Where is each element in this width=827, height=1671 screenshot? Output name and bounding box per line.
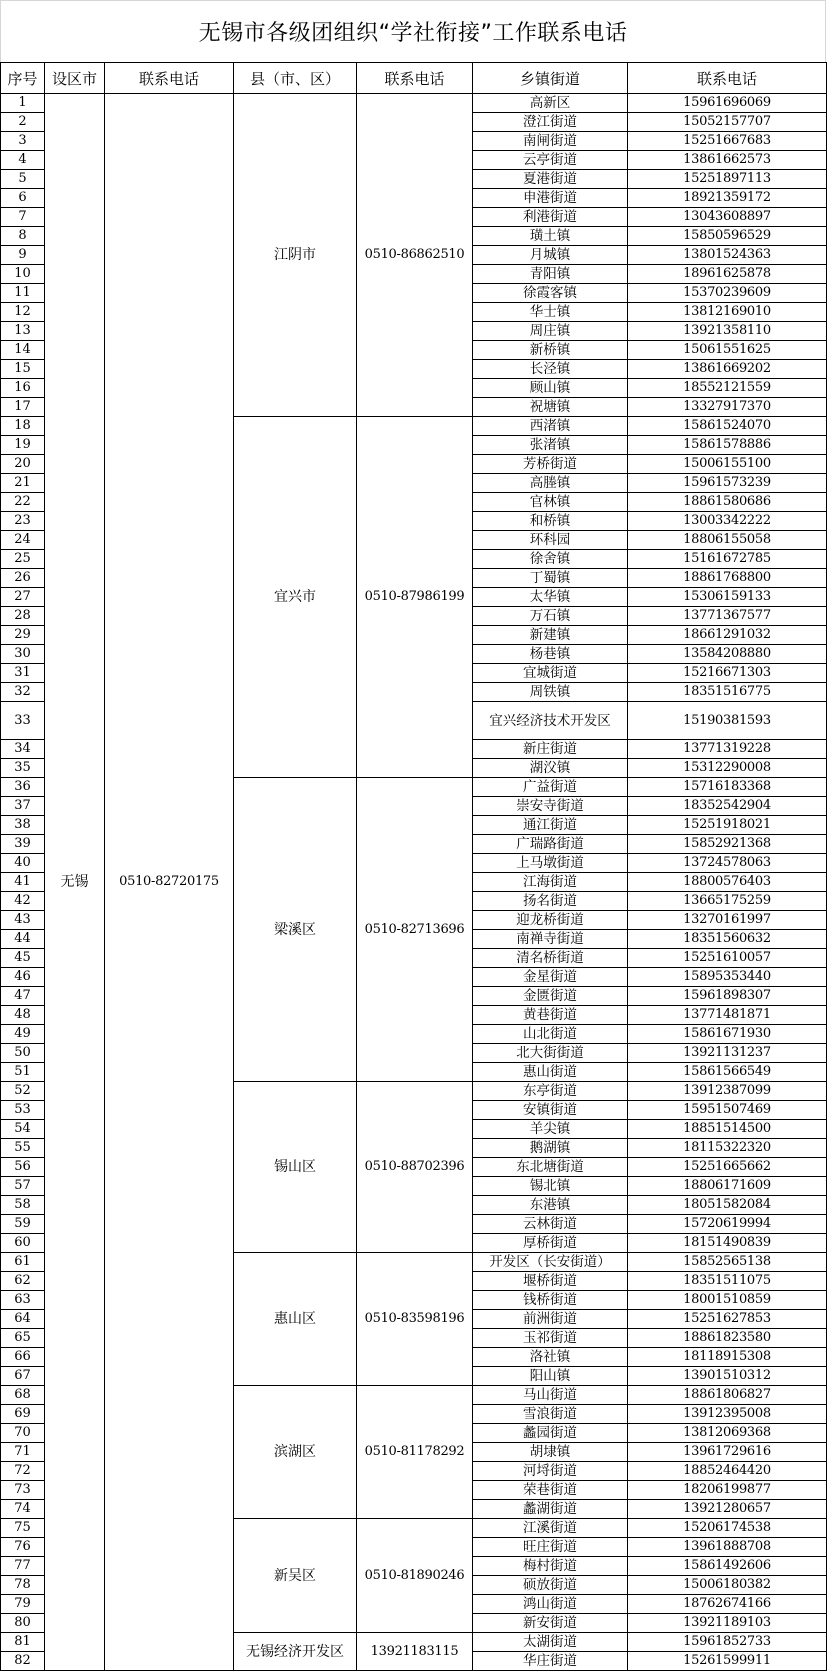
town-phone: 15251918021 (628, 816, 827, 835)
row-number: 17 (1, 398, 45, 417)
row-number: 22 (1, 493, 45, 512)
town-name: 太华镇 (473, 588, 628, 607)
town-name: 东亭街道 (473, 1082, 628, 1101)
town-name: 硕放街道 (473, 1576, 628, 1595)
row-number: 39 (1, 835, 45, 854)
row-number: 52 (1, 1082, 45, 1101)
town-name: 青阳镇 (473, 265, 628, 284)
town-phone: 15061551625 (628, 341, 827, 360)
row-number: 50 (1, 1044, 45, 1063)
town-name: 江海街道 (473, 873, 628, 892)
town-phone: 15852921368 (628, 835, 827, 854)
district-name: 新吴区 (234, 1519, 357, 1633)
town-name: 华庄街道 (473, 1652, 628, 1671)
town-phone: 13270161997 (628, 911, 827, 930)
row-number: 25 (1, 550, 45, 569)
town-phone: 13912387099 (628, 1082, 827, 1101)
row-number: 44 (1, 930, 45, 949)
town-name: 广益街道 (473, 778, 628, 797)
town-phone: 18961625878 (628, 265, 827, 284)
town-name: 河埒街道 (473, 1462, 628, 1481)
row-number: 42 (1, 892, 45, 911)
row-number: 21 (1, 474, 45, 493)
town-phone: 18861823580 (628, 1329, 827, 1348)
row-number: 63 (1, 1291, 45, 1310)
town-phone: 18151490839 (628, 1234, 827, 1253)
town-phone: 18861768800 (628, 569, 827, 588)
town-phone: 18352542904 (628, 797, 827, 816)
row-number: 38 (1, 816, 45, 835)
header-row (1, 63, 827, 94)
town-phone: 13771481871 (628, 1006, 827, 1025)
row-number: 40 (1, 854, 45, 873)
row-number: 18 (1, 417, 45, 436)
row-number: 55 (1, 1139, 45, 1158)
town-phone: 13003342222 (628, 512, 827, 531)
row-number: 35 (1, 759, 45, 778)
row-number: 20 (1, 455, 45, 474)
row-number: 51 (1, 1063, 45, 1082)
town-phone: 15951507469 (628, 1101, 827, 1120)
row-number: 11 (1, 284, 45, 303)
district-name: 无锡经济开发区 (234, 1633, 357, 1671)
row-number: 61 (1, 1253, 45, 1272)
row-number: 15 (1, 360, 45, 379)
town-name: 徐舍镇 (473, 550, 628, 569)
town-name: 云亭街道 (473, 151, 628, 170)
town-phone: 18861806827 (628, 1386, 827, 1405)
row-number: 64 (1, 1310, 45, 1329)
row-number: 70 (1, 1424, 45, 1443)
town-name: 顾山镇 (473, 379, 628, 398)
town-name: 西渚镇 (473, 417, 628, 436)
town-name: 东北塘街道 (473, 1158, 628, 1177)
town-name: 江溪街道 (473, 1519, 628, 1538)
town-phone: 15961852733 (628, 1633, 827, 1652)
town-phone: 15861492606 (628, 1557, 827, 1576)
row-number: 54 (1, 1120, 45, 1139)
city-name: 无锡 (45, 94, 105, 1671)
town-name: 洛社镇 (473, 1348, 628, 1367)
town-name: 万石镇 (473, 607, 628, 626)
town-phone: 15861578886 (628, 436, 827, 455)
town-phone: 13771367577 (628, 607, 827, 626)
row-number: 75 (1, 1519, 45, 1538)
town-phone: 15251610057 (628, 949, 827, 968)
town-phone: 18851514500 (628, 1120, 827, 1139)
town-name: 璜土镇 (473, 227, 628, 246)
town-name: 高塍镇 (473, 474, 628, 493)
town-phone: 15161672785 (628, 550, 827, 569)
row-number: 82 (1, 1652, 45, 1671)
table-body (1, 94, 827, 1671)
row-number: 12 (1, 303, 45, 322)
row-number: 34 (1, 740, 45, 759)
town-phone: 13771319228 (628, 740, 827, 759)
row-number: 59 (1, 1215, 45, 1234)
row-number: 66 (1, 1348, 45, 1367)
town-name: 扬名街道 (473, 892, 628, 911)
town-name: 金星街道 (473, 968, 628, 987)
town-name: 周铁镇 (473, 683, 628, 702)
row-number: 19 (1, 436, 45, 455)
row-number: 46 (1, 968, 45, 987)
row-number: 56 (1, 1158, 45, 1177)
row-number: 32 (1, 683, 45, 702)
header-district-phone: 联系电话 (357, 63, 473, 94)
town-phone: 13812069368 (628, 1424, 827, 1443)
town-phone: 13912395008 (628, 1405, 827, 1424)
town-name: 金匮街道 (473, 987, 628, 1006)
town-name: 胡埭镇 (473, 1443, 628, 1462)
town-name: 开发区（长安街道） (473, 1253, 628, 1272)
row-number: 79 (1, 1595, 45, 1614)
town-phone: 13327917370 (628, 398, 827, 417)
row-number: 81 (1, 1633, 45, 1652)
header-town: 乡镇街道 (473, 63, 628, 94)
row-number: 1 (1, 94, 45, 113)
town-name: 宜城街道 (473, 664, 628, 683)
row-number: 9 (1, 246, 45, 265)
town-name: 杨巷镇 (473, 645, 628, 664)
town-phone: 15251627853 (628, 1310, 827, 1329)
row-number: 43 (1, 911, 45, 930)
town-name: 南闸街道 (473, 132, 628, 151)
district-phone: 0510-81890246 (357, 1519, 473, 1633)
contact-table (0, 62, 827, 1671)
district-phone: 0510-83598196 (357, 1253, 473, 1386)
header-city: 设区市 (45, 63, 105, 94)
town-name: 鸿山街道 (473, 1595, 628, 1614)
row-number: 73 (1, 1481, 45, 1500)
town-name: 丁蜀镇 (473, 569, 628, 588)
town-name: 迎龙桥街道 (473, 911, 628, 930)
district-name: 江阴市 (234, 94, 357, 417)
header-district: 县（市、区） (234, 63, 357, 94)
town-phone: 18661291032 (628, 626, 827, 645)
town-name: 锡北镇 (473, 1177, 628, 1196)
town-name: 羊尖镇 (473, 1120, 628, 1139)
town-phone: 18001510859 (628, 1291, 827, 1310)
town-phone: 13921189103 (628, 1614, 827, 1633)
town-name: 北大街街道 (473, 1044, 628, 1063)
town-name: 阳山镇 (473, 1367, 628, 1386)
town-phone: 15312290008 (628, 759, 827, 778)
town-name: 东港镇 (473, 1196, 628, 1215)
town-name: 长泾镇 (473, 360, 628, 379)
town-phone: 13921280657 (628, 1500, 827, 1519)
town-phone: 15216671303 (628, 664, 827, 683)
row-number: 27 (1, 588, 45, 607)
town-phone: 18800576403 (628, 873, 827, 892)
town-phone: 13861669202 (628, 360, 827, 379)
town-name: 钱桥街道 (473, 1291, 628, 1310)
town-phone: 15852565138 (628, 1253, 827, 1272)
city-phone: 0510-82720175 (105, 94, 234, 1671)
header-no: 序号 (1, 63, 45, 94)
district-name: 宜兴市 (234, 417, 357, 778)
row-number: 41 (1, 873, 45, 892)
town-name: 张渚镇 (473, 436, 628, 455)
town-phone: 18762674166 (628, 1595, 827, 1614)
town-name: 黄巷街道 (473, 1006, 628, 1025)
town-name: 清名桥街道 (473, 949, 628, 968)
town-name: 太湖街道 (473, 1633, 628, 1652)
town-phone: 18552121559 (628, 379, 827, 398)
town-name: 安镇街道 (473, 1101, 628, 1120)
row-number: 80 (1, 1614, 45, 1633)
town-phone: 15206174538 (628, 1519, 827, 1538)
row-number: 29 (1, 626, 45, 645)
town-name: 蠡园街道 (473, 1424, 628, 1443)
town-name: 蠡湖街道 (473, 1500, 628, 1519)
district-name: 滨湖区 (234, 1386, 357, 1519)
town-phone: 15861671930 (628, 1025, 827, 1044)
town-name: 湖㳇镇 (473, 759, 628, 778)
town-name: 堰桥街道 (473, 1272, 628, 1291)
town-phone: 15961898307 (628, 987, 827, 1006)
town-phone: 15052157707 (628, 113, 827, 132)
row-number: 24 (1, 531, 45, 550)
town-phone: 15006155100 (628, 455, 827, 474)
town-name: 雪浪街道 (473, 1405, 628, 1424)
town-phone: 13961729616 (628, 1443, 827, 1462)
header-town-phone: 联系电话 (628, 63, 827, 94)
town-name: 前洲街道 (473, 1310, 628, 1329)
town-phone: 15261599911 (628, 1652, 827, 1671)
row-number: 2 (1, 113, 45, 132)
row-number: 60 (1, 1234, 45, 1253)
table-row (1, 94, 827, 113)
town-phone: 13901510312 (628, 1367, 827, 1386)
row-number: 69 (1, 1405, 45, 1424)
row-number: 78 (1, 1576, 45, 1595)
town-phone: 15251667683 (628, 132, 827, 151)
district-phone: 0510-81178292 (357, 1386, 473, 1519)
town-phone: 15861524070 (628, 417, 827, 436)
town-name: 惠山街道 (473, 1063, 628, 1082)
row-number: 76 (1, 1538, 45, 1557)
row-number: 6 (1, 189, 45, 208)
town-name: 新建镇 (473, 626, 628, 645)
row-number: 26 (1, 569, 45, 588)
row-number: 68 (1, 1386, 45, 1405)
town-phone: 18806155058 (628, 531, 827, 550)
town-name: 南禅寺街道 (473, 930, 628, 949)
town-phone: 13043608897 (628, 208, 827, 227)
row-number: 4 (1, 151, 45, 170)
row-number: 37 (1, 797, 45, 816)
town-phone: 15190381593 (628, 702, 827, 740)
town-name: 利港街道 (473, 208, 628, 227)
town-name: 环科园 (473, 531, 628, 550)
town-phone: 13724578063 (628, 854, 827, 873)
town-phone: 15850596529 (628, 227, 827, 246)
row-number: 28 (1, 607, 45, 626)
district-phone: 13921183115 (357, 1633, 473, 1671)
town-name: 和桥镇 (473, 512, 628, 531)
town-name: 周庄镇 (473, 322, 628, 341)
town-name: 宜兴经济技术开发区 (473, 702, 628, 740)
town-name: 新桥镇 (473, 341, 628, 360)
town-phone: 18351560632 (628, 930, 827, 949)
town-name: 澄江街道 (473, 113, 628, 132)
row-number: 30 (1, 645, 45, 664)
row-number: 77 (1, 1557, 45, 1576)
town-name: 马山街道 (473, 1386, 628, 1405)
row-number: 16 (1, 379, 45, 398)
town-phone: 15961696069 (628, 94, 827, 113)
town-name: 芳桥街道 (473, 455, 628, 474)
row-number: 48 (1, 1006, 45, 1025)
town-name: 山北街道 (473, 1025, 628, 1044)
town-name: 新庄街道 (473, 740, 628, 759)
town-phone: 18115322320 (628, 1139, 827, 1158)
town-name: 新安街道 (473, 1614, 628, 1633)
row-number: 58 (1, 1196, 45, 1215)
row-number: 31 (1, 664, 45, 683)
town-phone: 18206199877 (628, 1481, 827, 1500)
town-phone: 13961888708 (628, 1538, 827, 1557)
row-number: 13 (1, 322, 45, 341)
district-name: 梁溪区 (234, 778, 357, 1082)
town-phone: 13584208880 (628, 645, 827, 664)
town-name: 官林镇 (473, 493, 628, 512)
town-phone: 18852464420 (628, 1462, 827, 1481)
town-phone: 18118915308 (628, 1348, 827, 1367)
row-number: 5 (1, 170, 45, 189)
town-name: 申港街道 (473, 189, 628, 208)
town-phone: 18806171609 (628, 1177, 827, 1196)
page-title: 无锡市各级团组织“学社衔接”工作联系电话 (0, 0, 826, 62)
row-number: 10 (1, 265, 45, 284)
row-number: 14 (1, 341, 45, 360)
town-name: 厚桥街道 (473, 1234, 628, 1253)
town-name: 崇安寺街道 (473, 797, 628, 816)
town-name: 夏港街道 (473, 170, 628, 189)
town-phone: 15251665662 (628, 1158, 827, 1177)
town-phone: 18921359172 (628, 189, 827, 208)
town-name: 徐霞客镇 (473, 284, 628, 303)
town-phone: 15306159133 (628, 588, 827, 607)
district-phone: 0510-87986199 (357, 417, 473, 778)
row-number: 65 (1, 1329, 45, 1348)
district-phone: 0510-88702396 (357, 1082, 473, 1253)
town-phone: 13921358110 (628, 322, 827, 341)
town-phone: 15720619994 (628, 1215, 827, 1234)
town-phone: 15961573239 (628, 474, 827, 493)
town-phone: 15251897113 (628, 170, 827, 189)
row-number: 3 (1, 132, 45, 151)
town-name: 荣巷街道 (473, 1481, 628, 1500)
town-phone: 13921131237 (628, 1044, 827, 1063)
town-phone: 13861662573 (628, 151, 827, 170)
town-name: 梅村街道 (473, 1557, 628, 1576)
town-phone: 18351516775 (628, 683, 827, 702)
district-name: 惠山区 (234, 1253, 357, 1386)
town-phone: 13801524363 (628, 246, 827, 265)
row-number: 36 (1, 778, 45, 797)
header-city-phone: 联系电话 (105, 63, 234, 94)
town-name: 祝塘镇 (473, 398, 628, 417)
district-name: 锡山区 (234, 1082, 357, 1253)
row-number: 33 (1, 702, 45, 740)
town-phone: 18051582084 (628, 1196, 827, 1215)
town-name: 旺庄街道 (473, 1538, 628, 1557)
row-number: 47 (1, 987, 45, 1006)
town-name: 鹅湖镇 (473, 1139, 628, 1158)
town-name: 华士镇 (473, 303, 628, 322)
row-number: 72 (1, 1462, 45, 1481)
town-phone: 13665175259 (628, 892, 827, 911)
row-number: 62 (1, 1272, 45, 1291)
row-number: 45 (1, 949, 45, 968)
row-number: 57 (1, 1177, 45, 1196)
town-name: 通江街道 (473, 816, 628, 835)
row-number: 53 (1, 1101, 45, 1120)
district-phone: 0510-86862510 (357, 94, 473, 417)
town-name: 云林街道 (473, 1215, 628, 1234)
district-phone: 0510-82713696 (357, 778, 473, 1082)
row-number: 67 (1, 1367, 45, 1386)
row-number: 74 (1, 1500, 45, 1519)
town-name: 高新区 (473, 94, 628, 113)
row-number: 71 (1, 1443, 45, 1462)
town-phone: 15716183368 (628, 778, 827, 797)
town-phone: 15861566549 (628, 1063, 827, 1082)
town-phone: 15006180382 (628, 1576, 827, 1595)
town-name: 月城镇 (473, 246, 628, 265)
town-name: 广瑞路街道 (473, 835, 628, 854)
row-number: 23 (1, 512, 45, 531)
row-number: 49 (1, 1025, 45, 1044)
town-phone: 18351511075 (628, 1272, 827, 1291)
row-number: 7 (1, 208, 45, 227)
town-name: 上马墩街道 (473, 854, 628, 873)
town-name: 玉祁街道 (473, 1329, 628, 1348)
town-phone: 18861580686 (628, 493, 827, 512)
town-phone: 15370239609 (628, 284, 827, 303)
row-number: 8 (1, 227, 45, 246)
town-phone: 13812169010 (628, 303, 827, 322)
town-phone: 15895353440 (628, 968, 827, 987)
